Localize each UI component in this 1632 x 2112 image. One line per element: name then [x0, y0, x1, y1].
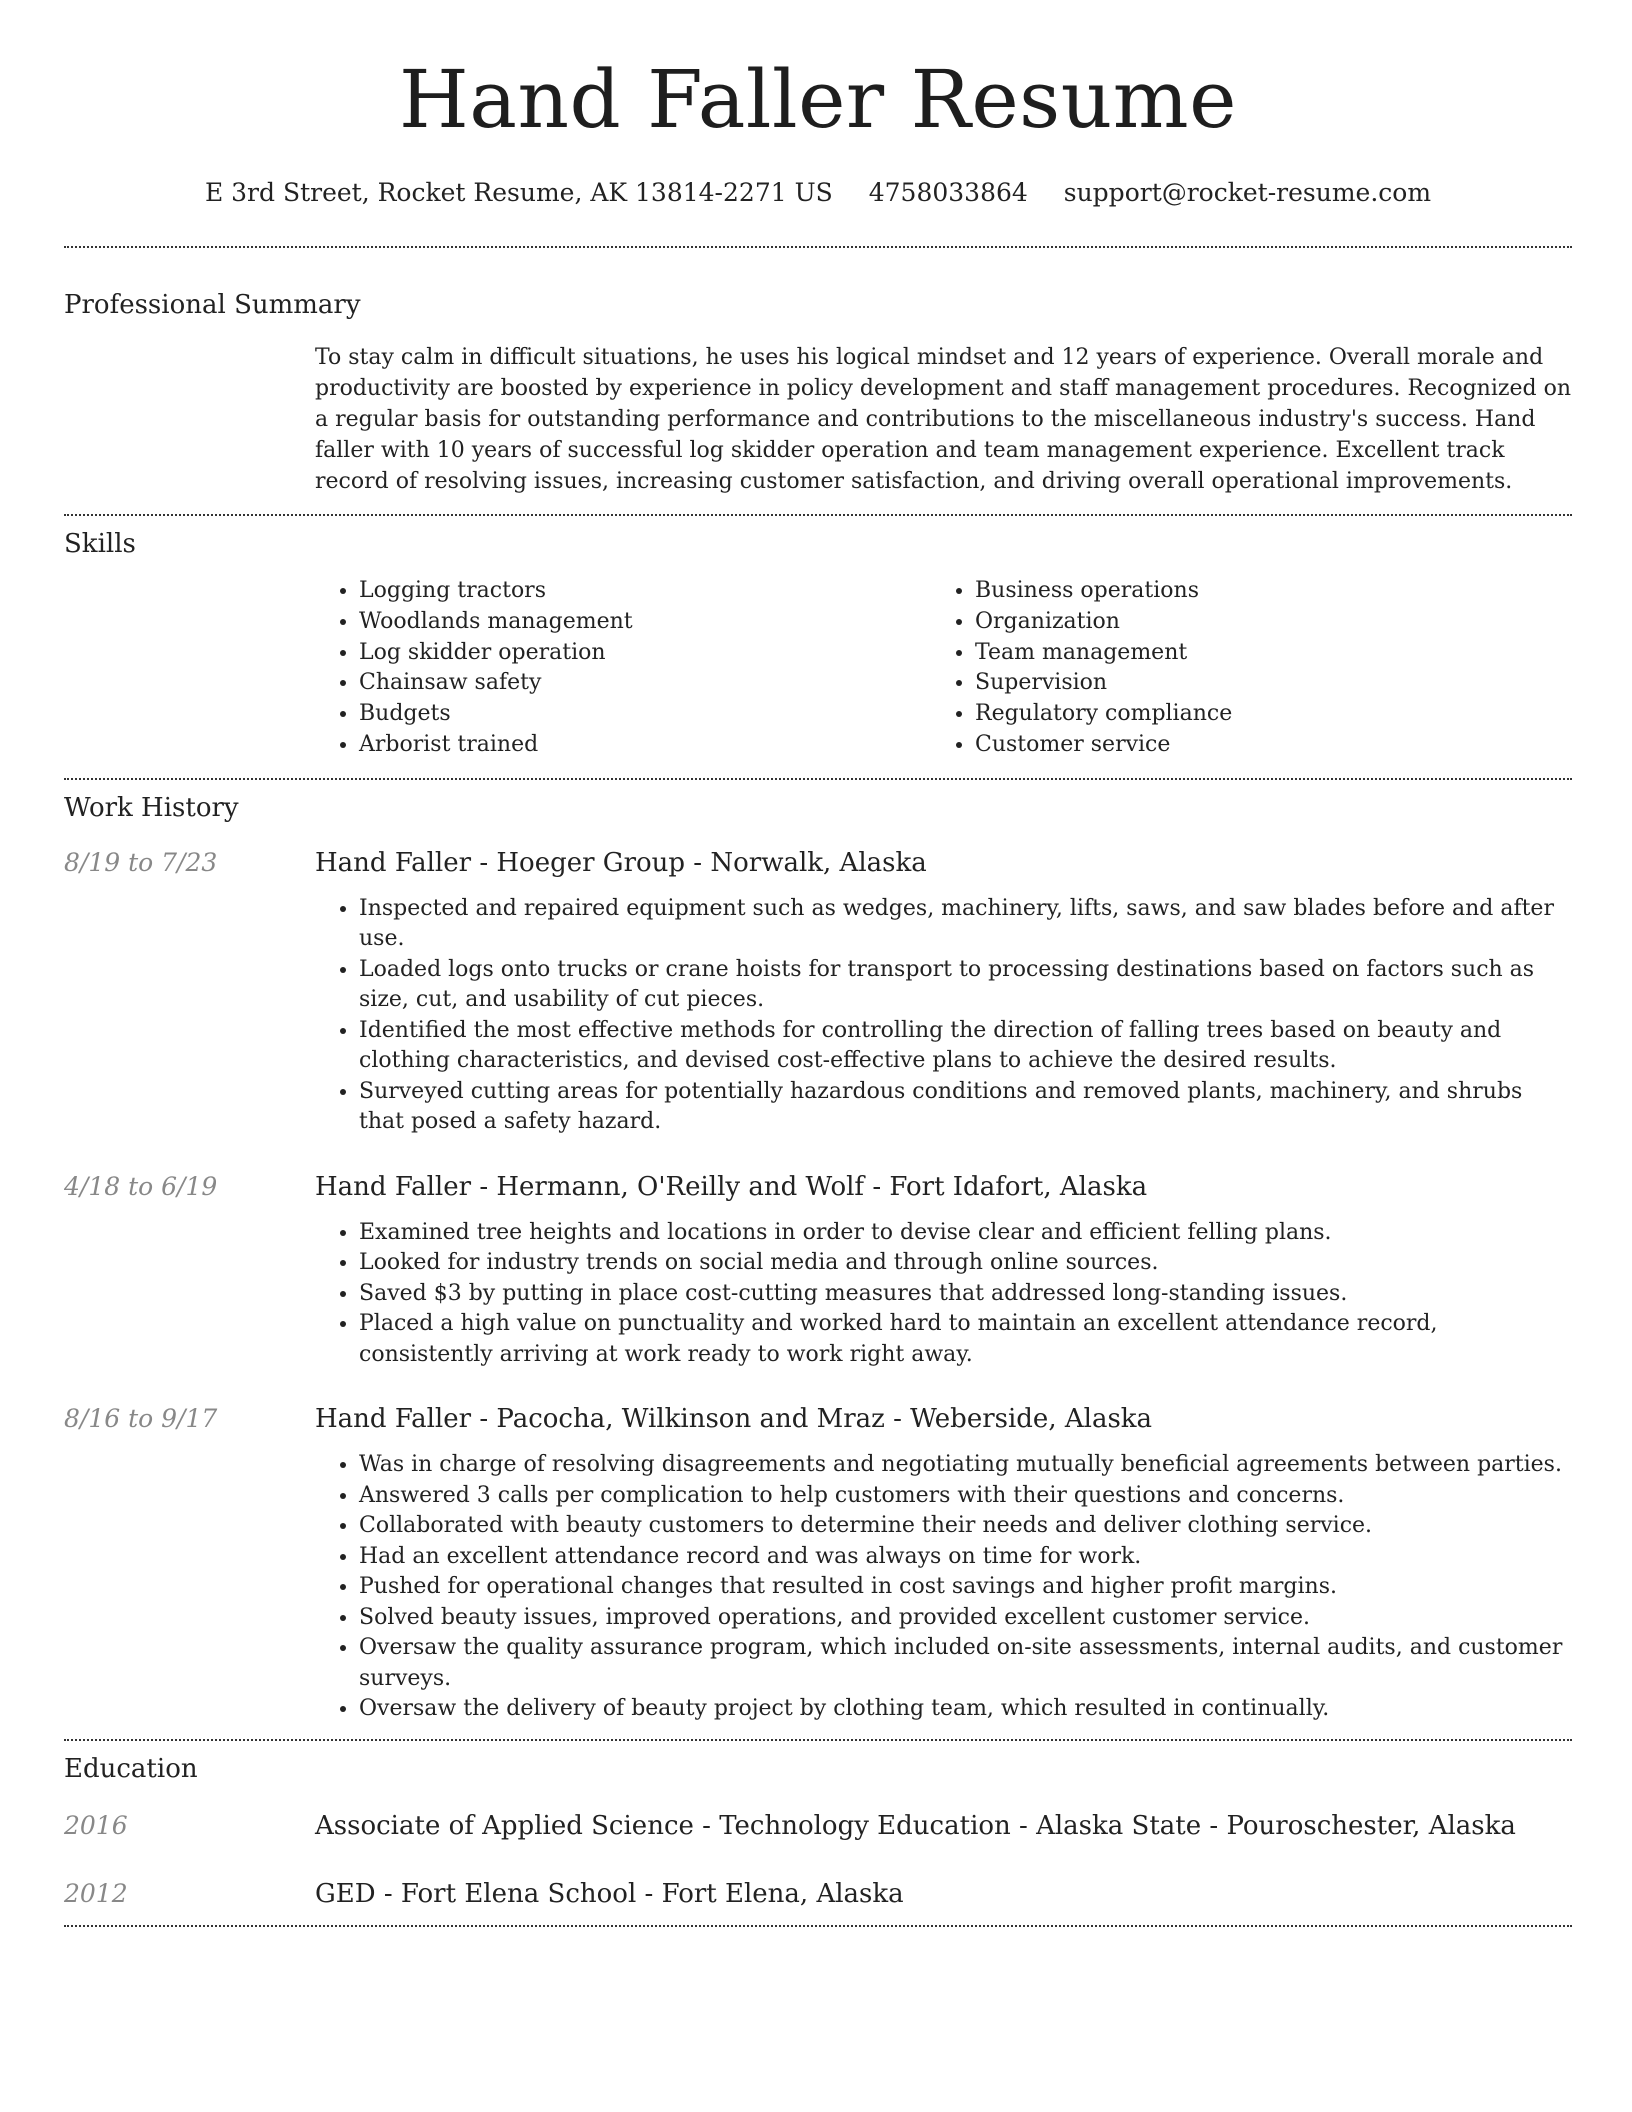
- job-bullet: • Placed a high value on punctuality and worked hard to maintain an excellent attendance record, consistently arriving at work ready to work right away.: [359, 1309, 1572, 1370]
- job-bullet: • Oversaw the delivery of beauty project by clothing team, which resulted in continually.: [359, 1694, 1572, 1725]
- job-entry: [64, 1402, 1572, 1725]
- job-bullets: [315, 1218, 1572, 1371]
- education-year: 2016: [64, 1810, 128, 1840]
- job-bullet: • Examined tree heights and locations in order to devise clear and efficient felling plans.: [359, 1218, 1572, 1249]
- job-bullet: • Loaded logs onto trucks or crane hoists for transport to processing destinations based on factors such as size, cut, and usability of cut pieces.: [359, 955, 1572, 1016]
- summary-text: To stay calm in difficult situations, he uses his logical mindset and 12 years of experience. Overall morale and productivity are boosted by experience in policy development and staff management procedures. Recognized on a regular basis for outstanding performance and contributions to the miscellaneous industry's success. Hand faller with 10 years of successful log skidder operation and team management experience. Excellent track record of resolving issues, increasing customer satisfaction, and driving overall operational improvements.: [315, 345, 1571, 494]
- job-entry: [64, 846, 1572, 1138]
- job-bullets: [315, 894, 1572, 1138]
- job-bullet: • Solved beauty issues, improved operations, and provided excellent customer service.: [359, 1603, 1572, 1634]
- job-bullets: [315, 1450, 1572, 1725]
- summary-section: [64, 288, 1572, 497]
- job-dates: 8/19 to 7/23: [64, 847, 218, 877]
- resume-title: Hand Faller Resume: [399, 53, 1237, 146]
- job-bullet: • Identified the most effective methods for controlling the direction of falling trees based on beauty and clothing characteristics, and devised cost-effective plans to achieve the desired results.: [359, 1016, 1572, 1077]
- divider: [64, 1925, 1572, 1927]
- skills-list-left: [315, 576, 931, 761]
- divider: [64, 246, 1572, 248]
- skill-item: • Arborist trained: [359, 730, 931, 761]
- skills-list-right: [931, 576, 1547, 761]
- contact-address: E 3rd Street, Rocket Resume, AK 13814-2271 US: [204, 178, 833, 207]
- contact-line: [64, 176, 1572, 210]
- divider: [64, 514, 1572, 516]
- skill-item: • Business operations: [975, 576, 1547, 607]
- job-bullet: • Oversaw the quality assurance program, which included on-site assessments, internal audits, and customer surveys.: [359, 1633, 1572, 1694]
- job-title: Hand Faller - Hoeger Group - Norwalk, Alaska: [315, 847, 927, 878]
- job-bullet: • Was in charge of resolving disagreements and negotiating mutually beneficial agreements between parties.: [359, 1450, 1572, 1481]
- education-heading: Education: [64, 1753, 198, 1784]
- job-entry: [64, 1170, 1572, 1371]
- job-bullet: • Inspected and repaired equipment such as wedges, machinery, lifts, saws, and saw blades before and after use.: [359, 894, 1572, 955]
- job-bullet: • Collaborated with beauty customers to determine their needs and deliver clothing service.: [359, 1511, 1572, 1542]
- work-history-section: [64, 790, 1572, 1725]
- education-entry: [64, 1809, 1572, 1877]
- skill-item: • Regulatory compliance: [975, 699, 1547, 730]
- divider: [64, 778, 1572, 780]
- contact-phone: 4758033864: [868, 178, 1028, 207]
- education-entry: [64, 1877, 1572, 1925]
- skills-section: [64, 526, 1572, 761]
- work-history-heading: Work History: [64, 792, 239, 823]
- contact-email: support@rocket-resume.com: [1063, 178, 1432, 207]
- skills-heading: Skills: [64, 529, 136, 559]
- job-title: Hand Faller - Hermann, O'Reilly and Wolf - Fort Idafort, Alaska: [315, 1171, 1148, 1202]
- divider: [64, 1739, 1572, 1741]
- skill-item: • Customer service: [975, 730, 1547, 761]
- skill-item: • Supervision: [975, 668, 1547, 699]
- skill-item: • Woodlands management: [359, 607, 931, 638]
- summary-heading: Professional Summary: [64, 290, 361, 320]
- skill-item: • Budgets: [359, 699, 931, 730]
- resume-page: [64, 0, 1572, 1927]
- job-bullet: • Looked for industry trends on social media and through online sources.: [359, 1248, 1572, 1279]
- skill-item: • Team management: [975, 638, 1547, 669]
- job-dates: 4/18 to 6/19: [64, 1171, 218, 1201]
- skill-item: • Chainsaw safety: [359, 668, 931, 699]
- skill-item: • Log skidder operation: [359, 638, 931, 669]
- job-bullet: • Had an excellent attendance record and was always on time for work.: [359, 1542, 1572, 1573]
- education-section: [64, 1751, 1572, 1925]
- education-year: 2012: [64, 1878, 128, 1908]
- education-title: GED - Fort Elena School - Fort Elena, Alaska: [315, 1878, 904, 1909]
- education-title: Associate of Applied Science - Technology Education - Alaska State - Pouroschester, Alaska: [315, 1810, 1516, 1841]
- job-bullet: • Pushed for operational changes that resulted in cost savings and higher profit margins.: [359, 1572, 1572, 1603]
- skill-item: • Organization: [975, 607, 1547, 638]
- job-bullet: • Answered 3 calls per complication to help customers with their questions and concerns.: [359, 1481, 1572, 1512]
- job-bullet: • Saved $3 by putting in place cost-cutting measures that addressed long-standing issues.: [359, 1279, 1572, 1310]
- skill-item: • Logging tractors: [359, 576, 931, 607]
- job-bullet: • Surveyed cutting areas for potentially hazardous conditions and removed plants, machinery, and shrubs that posed a safety hazard.: [359, 1077, 1572, 1138]
- job-title: Hand Faller - Pacocha, Wilkinson and Mraz - Weberside, Alaska: [315, 1404, 1153, 1435]
- job-dates: 8/16 to 9/17: [64, 1404, 218, 1434]
